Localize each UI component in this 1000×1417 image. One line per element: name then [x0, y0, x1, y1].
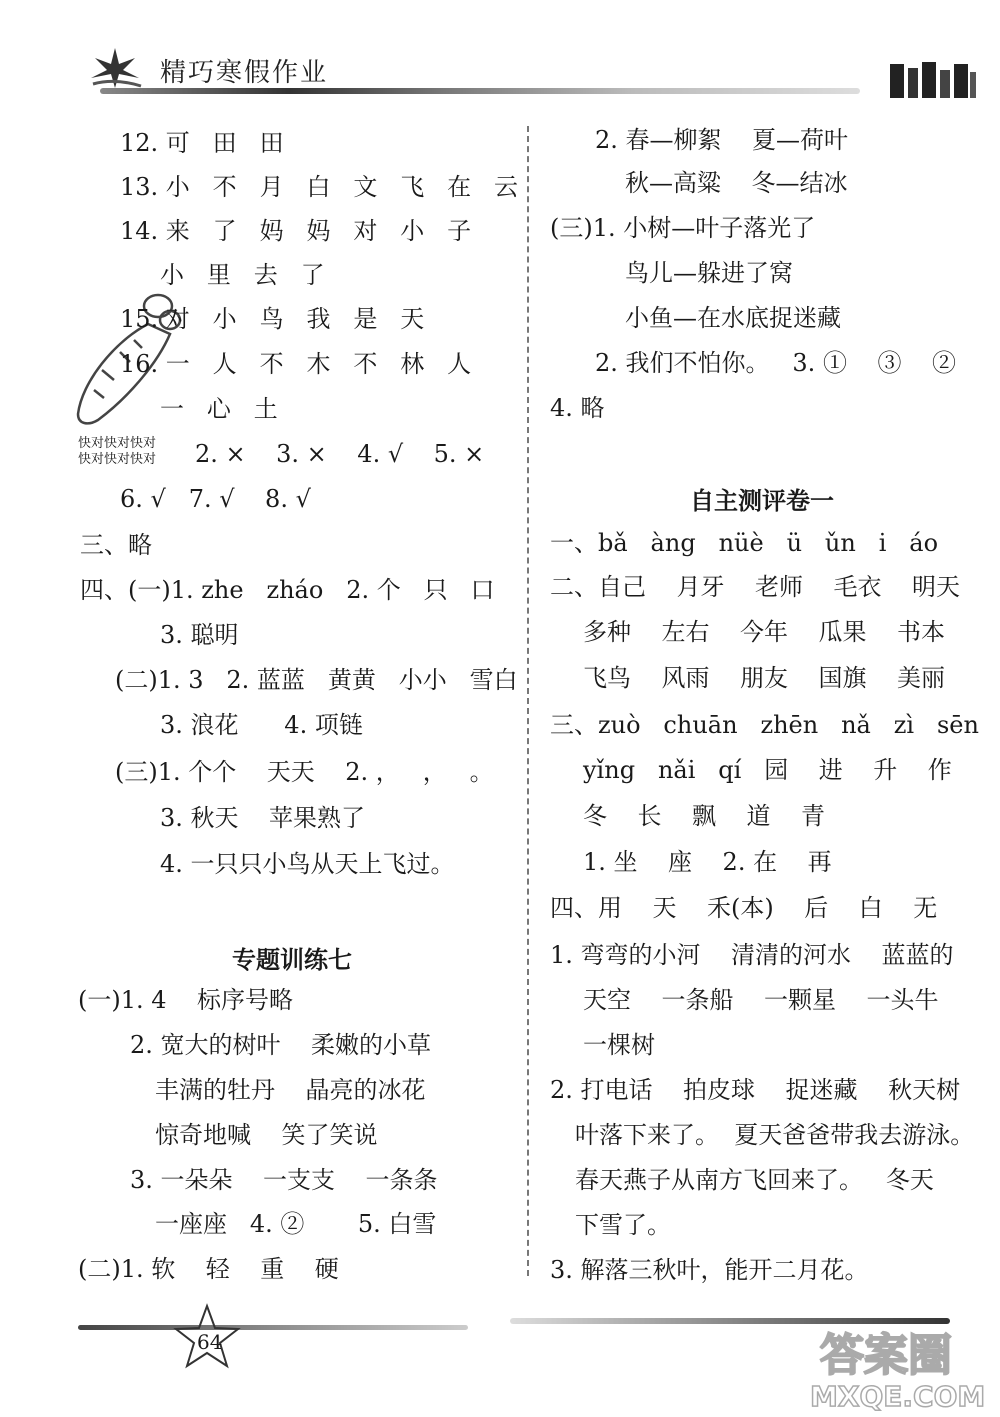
answer-line: 3. 聪明 [160, 621, 239, 649]
answer-line: 二、自己 月牙 老师 毛衣 明天 [550, 573, 961, 601]
answer-line: 14. 来 了 妈 妈 对 小 子 [120, 217, 472, 245]
answer-line: 小鱼—在水底捉迷藏 [625, 304, 841, 332]
answer-line: 4. 略 [550, 394, 605, 422]
answer-line: 1. 弯弯的小河 清清的河水 蓝蓝的 [550, 941, 954, 969]
answer-line: 2. × 3. × 4. √ 5. × [195, 440, 485, 468]
answer-line: 3. 一朵朵 一支支 一条条 [130, 1166, 438, 1194]
answer-line: 3. 浪花 4. 项链 [160, 711, 363, 739]
answer-line: 三、略 [80, 531, 152, 559]
stamp-text: 快对快对快对 快对快对快对 [78, 436, 157, 467]
answer-line: 2. 宽大的树叶 柔嫩的小草 [130, 1031, 432, 1059]
answer-line: (一)1. 4 标序号略 [78, 986, 294, 1014]
answer-line: 2. 打电话 拍皮球 捉迷藏 秋天树 [550, 1076, 961, 1104]
answer-line: 3. 解落三秋叶，能开二月花。 [550, 1256, 869, 1284]
answer-line: 一座座 4. ② 5. 白雪 [155, 1210, 437, 1238]
answer-line: 天空 一条船 一颗星 一头牛 [583, 986, 939, 1014]
page-header [0, 0, 1000, 110]
answer-line: 飞鸟 风雨 朋友 国旗 美丽 [583, 664, 946, 692]
answer-line: 四、(一)1. zhe zháo 2. 个 只 口 [80, 576, 495, 604]
answer-line: 一、bǎ àng nüè ü ǔn i áo [550, 529, 939, 557]
answer-line: 惊奇地喊 笑了笑说 [155, 1121, 378, 1149]
svg-text:答案圈: 答案圈 [820, 1330, 952, 1381]
answer-line: 一 心 土 [160, 395, 278, 423]
kuaidui-stamp [78, 436, 188, 468]
column-divider [527, 126, 529, 1276]
answer-line: (二)1. 3 2. 蓝蓝 黄黄 小小 雪白 [115, 666, 518, 694]
answer-line: 2. 我们不怕你。 3. ① ③ ② [595, 349, 956, 377]
answer-line: 2. 春—柳絮 夏—荷叶 [595, 126, 849, 154]
svg-text:MXQE.COM: MXQE.COM [810, 1380, 986, 1413]
answer-line: 小 里 去 了 [160, 261, 325, 289]
answer-line: 13. 小 不 月 白 文 飞 在 云 [120, 173, 519, 201]
answer-line: 15. 对 小 鸟 我 是 天 [120, 305, 425, 333]
answer-line: 冬 长 飘 道 青 [583, 802, 826, 830]
decorative-stripes-icon [888, 58, 978, 100]
answer-line: 16. 一 人 不 木 不 林 人 [120, 350, 472, 378]
answer-line: 叶落下来了。 夏天爸爸带我去游泳。 [575, 1121, 975, 1149]
section-title: 自主测评卷一 [690, 487, 834, 515]
section-title: 专题训练七 [232, 946, 352, 974]
answer-line: yǐng nǎi qí 园 进 升 作 [583, 756, 952, 784]
header-rule [100, 88, 860, 94]
answer-line: 丰满的牡丹 晶亮的冰花 [155, 1076, 426, 1104]
answer-line: 一棵树 [583, 1031, 655, 1059]
answer-line: 秋—高粱 冬—结冰 [625, 169, 848, 197]
answer-line: 四、用 天 禾(本) 后 白 无 [550, 894, 938, 922]
answer-line: 下雪了。 [575, 1211, 671, 1239]
answer-line: 三、zuò chuān zhēn nǎ zì sēn [550, 711, 979, 739]
book-title: 精巧寒假作业 [160, 58, 329, 88]
answer-line: (三)1. 个个 天天 2. ， ， 。 [115, 758, 494, 786]
answer-line: 4. 一只只小鸟从天上飞过。 [160, 850, 455, 878]
leaf-logo-icon [85, 44, 145, 92]
footer-rule-left [78, 1325, 468, 1330]
answer-line: 多种 左右 今年 瓜果 书本 [583, 618, 946, 646]
answer-line: 春天燕子从南方飞回来了。 冬天 [575, 1166, 934, 1194]
page-number: 64 [197, 1330, 223, 1354]
answer-line: 鸟儿—躲进了窝 [625, 259, 793, 287]
answer-line: 3. 秋天 苹果熟了 [160, 804, 366, 832]
answer-line: 6. √ 7. √ 8. √ [120, 485, 311, 513]
answer-line: (二)1. 软 轻 重 硬 [78, 1255, 339, 1283]
answer-line: 1. 坐 座 2. 在 再 [583, 848, 832, 876]
answer-line: (三)1. 小树—叶子落光了 [550, 214, 816, 242]
watermark-logo [800, 1318, 990, 1413]
answer-line: 12. 可 田 田 [120, 129, 284, 157]
